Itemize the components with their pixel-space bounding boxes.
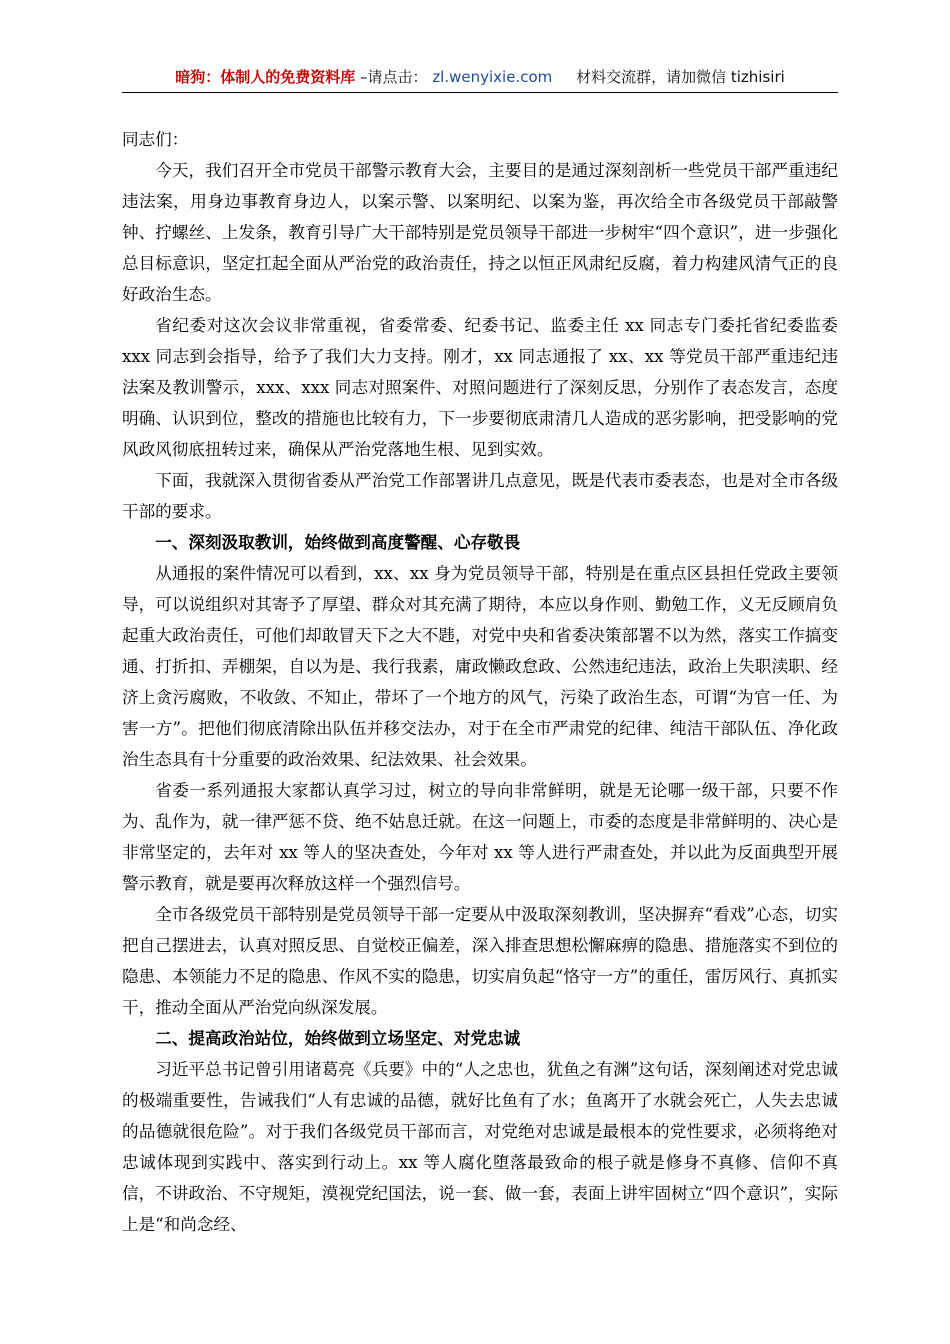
paragraph-6: 全市各级党员干部特别是党员领导干部一定要从中汲取深刻教训，坚决摒弃“看戏”心态，切实把自己摆进去，认真对照反思、自觉校正偏差，深入排查思想松懈麻痹的隐患、措施落实不到位的隐患、本领能力不足的隐患、作风不实的隐患，切实肩负起“恪守一方”的重任，雷厉风行、真抓实干，推动全面从严治党向纵深发展。 xyxy=(122,905,838,1017)
paragraph-3: 下面，我就深入贯彻省委从严治党工作部署讲几点意见，既是代表市委表态，也是对全市各级干部的要求。 xyxy=(122,471,838,521)
page-header xyxy=(122,66,838,88)
section-heading-1: 一、深刻汲取教训，始终做到高度警醒、心存敬畏 xyxy=(155,533,521,552)
document-body xyxy=(122,124,838,1240)
paragraph-2: 省纪委对这次会议非常重视，省委常委、纪委书记、监委主任 xx 同志专门委托省纪委监委 xxx 同志到会指导，给予了我们大力支持。刚才，xx 同志通报了 xx、xx 等党员干部严重违纪违法案及教训警示，xxx、xxx 同志对照案件、对照问题进行了深刻反思，分别作了表态发言，态度明确、认识到位，整改的措施也比较有力，下一步要彻底肃清几人造成的恶劣影响，把受影响的党风政风彻底扭转过来，确保从严治党落地生根、见到实效。 xyxy=(122,316,838,459)
paragraph-5: 省委一系列通报大家都认真学习过，树立的导向非常鲜明，就是无论哪一级干部，只要不作为、乱作为，就一律严惩不贷、绝不姑息迁就。在这一问题上，市委的态度是非常鲜明的、决心是非常坚定的，去年对 xx 等人的坚决查处，今年对 xx 等人进行严肃查处，并以此为反面典型开展警示教育，就是要再次释放这样一个强烈信号。 xyxy=(122,781,838,893)
header-divider xyxy=(122,92,838,93)
section-heading-2: 二、提高政治站位，始终做到立场坚定、对党忠诚 xyxy=(155,1029,521,1048)
paragraph-1: 今天，我们召开全市党员干部警示教育大会，主要目的是通过深刻剖析一些党员干部严重违纪违法案，用身边事教育身边人，以案示警、以案明纪、以案为鉴，再次给全市各级党员干部敲警钟、拧螺丝、上发条，教育引导广大干部特别是党员领导干部进一步树牢“四个意识”，进一步强化总目标意识，坚定扛起全面从严治党的政治责任，持之以恒正风肃纪反腐，着力构建风清气正的良好政治生态。 xyxy=(122,161,838,304)
paragraph-7: 习近平总书记曾引用诸葛亮《兵要》中的“人之忠也，犹鱼之有渊”这句话，深刻阐述对党忠诚的极端重要性，告诫我们“人有忠诚的品德，就好比鱼有了水；鱼离开了水就会死亡，人失去忠诚的品德就很危险”。对于我们各级党员干部而言，对党绝对忠诚是最根本的党性要求，必须将绝对忠诚体现到实践中、落实到行动上。xx 等人腐化堕落最致命的根子就是修身不真修、信仰不真信，不讲政治、不守规矩，漠视党纪国法，说一套、做一套，表面上讲牢固树立“四个意识”，实际上是“和尚念经、 xyxy=(122,1060,838,1234)
header-wechat-note: 材料交流群，请加微信 tizhisiri xyxy=(576,68,785,86)
salutation: 同志们： xyxy=(122,130,189,149)
header-url-link[interactable]: zl.wenyixie.com xyxy=(432,68,553,86)
header-click-prompt: –请点击： xyxy=(360,68,428,86)
paragraph-4: 从通报的案件情况可以看到，xx、xx 身为党员领导干部，特别是在重点区县担任党政主要领导，可以说组织对其寄予了厚望、群众对其充满了期待，本应以身作则、勤勉工作，义无反顾肩负起重大政治责任，可他们却敢冒天下之大不韪，对党中央和省委决策部署不以为然，落实工作搞变通、打折扣、弄棚架，自以为是、我行我素，庸政懒政怠政、公然违纪违法，政治上失职渎职、经济上贪污腐败，不收敛、不知止，带坏了一个地方的风气，污染了政治生态，可谓“为官一任、为害一方”。把他们彻底清除出队伍并移交法办，对于在全市严肃党的纪律、纯洁干部队伍、净化政治生态具有十分重要的政治效果、纪法效果、社会效果。 xyxy=(122,564,838,769)
header-brand: 暗狗：体制人的免费资料库 xyxy=(175,68,356,86)
